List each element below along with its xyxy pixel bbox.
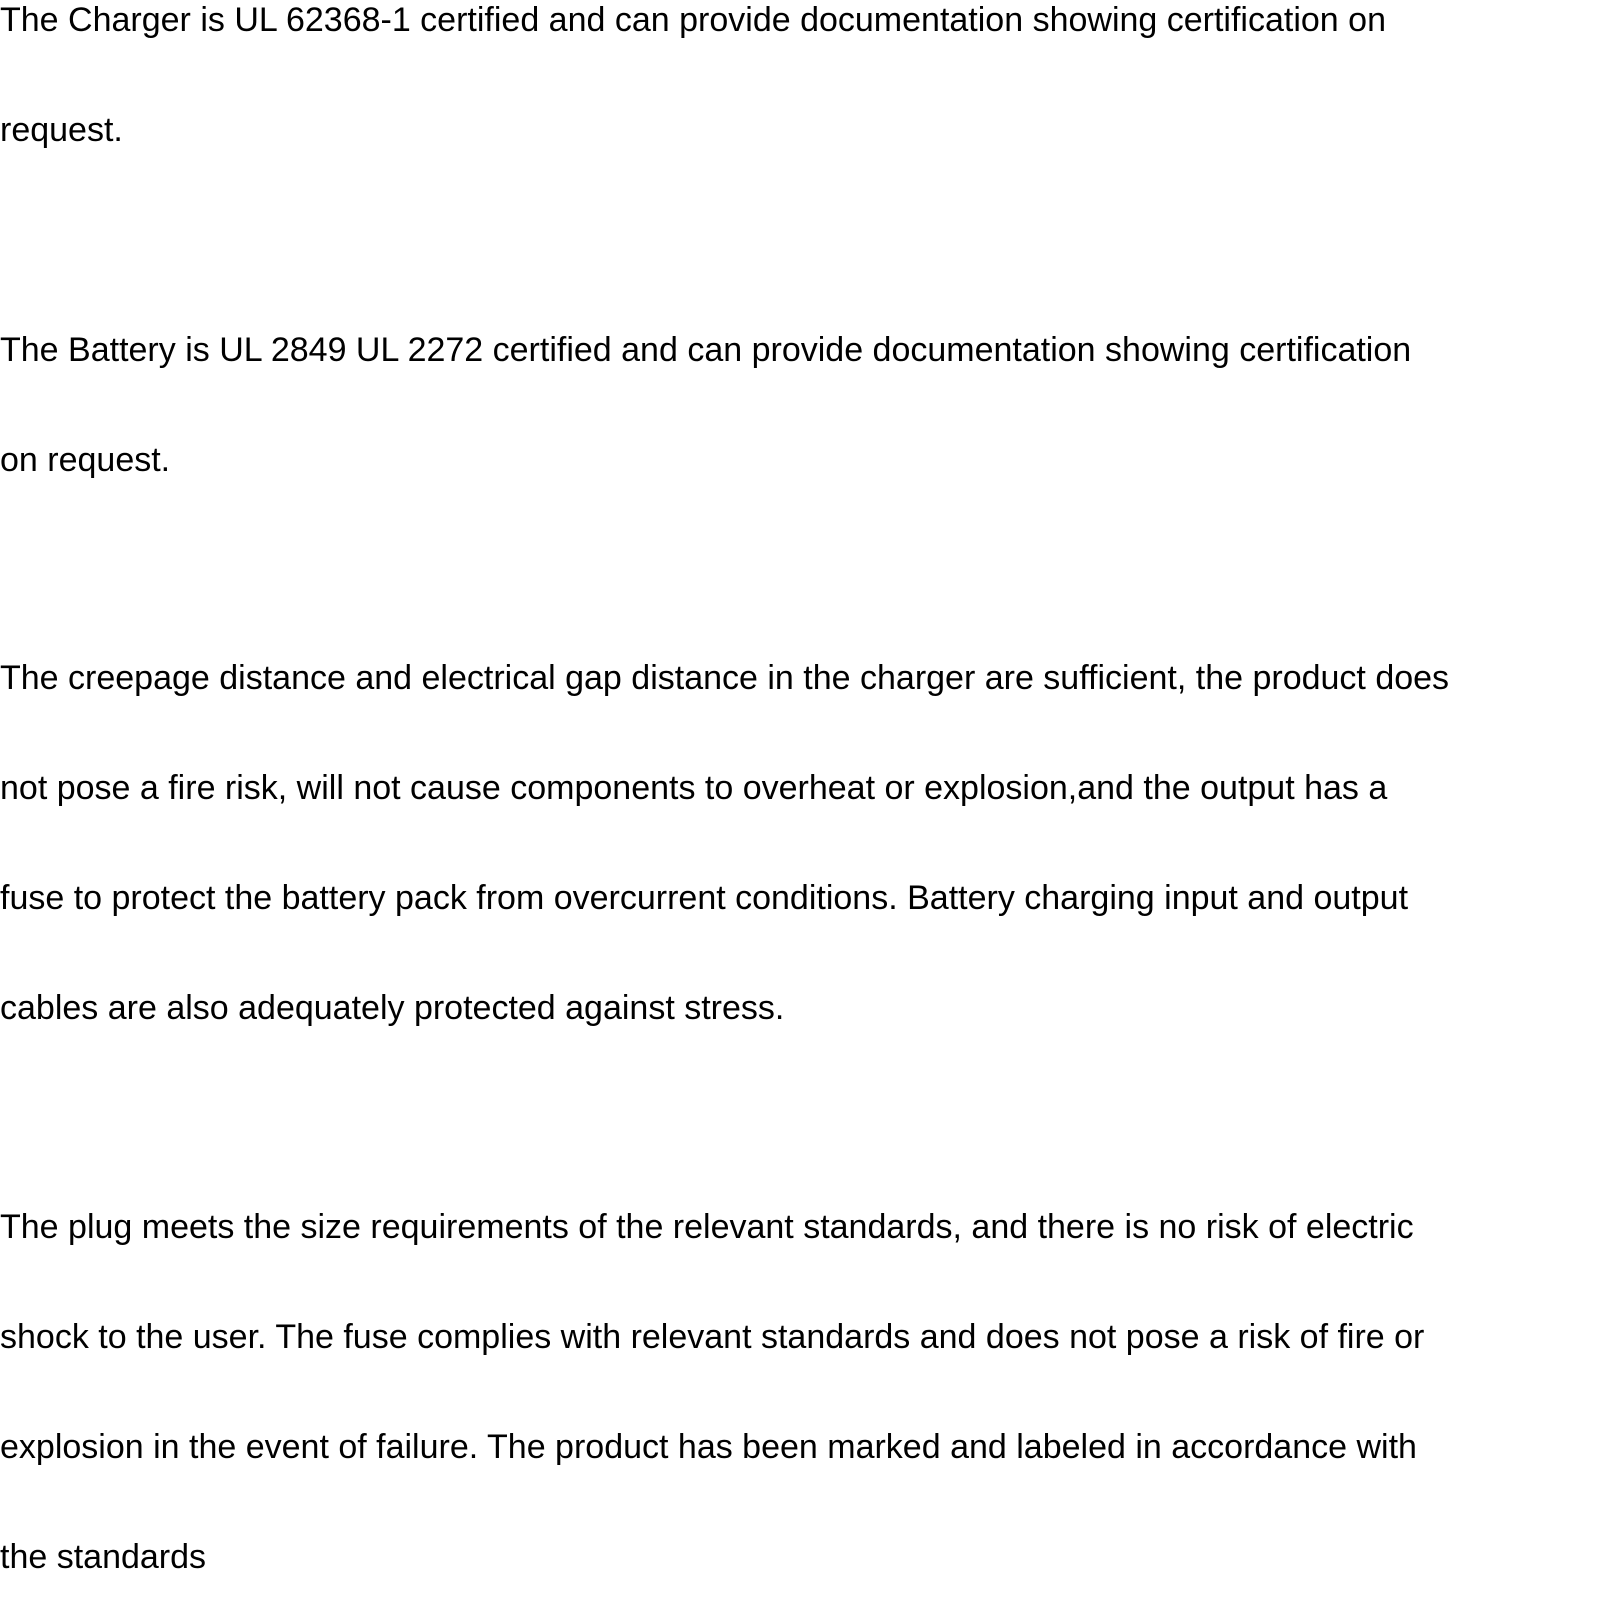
text-line: The creepage distance and electrical gap distance in the charger are sufficient, the product does (0, 659, 1450, 697)
text-line: cables are also adequately protected against stress. (0, 989, 785, 1027)
text-line: The plug meets the size requirements of the relevant standards, and there is no risk of electric (0, 1208, 1414, 1246)
text-line: the standards (0, 1538, 207, 1576)
text-line: explosion in the event of failure. The product has been marked and labeled in accordance with (0, 1428, 1417, 1466)
text-line: fuse to protect the battery pack from overcurrent conditions. Battery charging input and output (0, 879, 1409, 917)
text-line: shock to the user. The fuse complies with relevant standards and does not pose a risk of fire or (0, 1318, 1425, 1356)
text-line: The Charger is UL 62368-1 certified and can provide documentation showing certification on (0, 1, 1386, 39)
text-line: The Battery is UL 2849 UL 2272 certified and can provide documentation showing certification (0, 331, 1412, 369)
text-line: request. (0, 111, 123, 149)
text-line: not pose a fire risk, will not cause components to overheat or explosion,and the output has a (0, 769, 1388, 807)
text-line: on request. (0, 441, 171, 479)
